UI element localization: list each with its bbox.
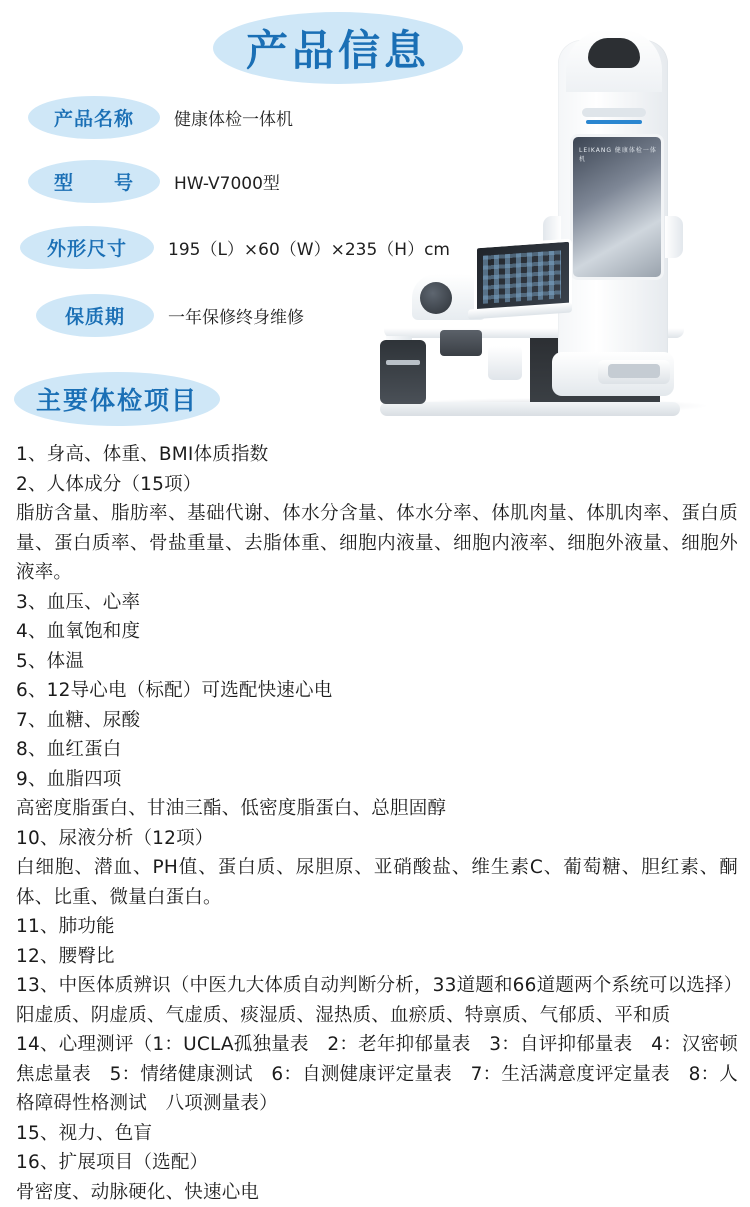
printer-paper-slot <box>386 360 420 365</box>
tower-accent-strip <box>582 108 646 117</box>
spec-label-model: 型 号 <box>28 160 160 203</box>
list-item: 高密度脂蛋白、甘油三酯、低密度脂蛋白、总胆固醇 <box>16 794 738 824</box>
spec-row-model <box>28 160 280 203</box>
list-item: 3、血压、心率 <box>16 588 738 618</box>
page-title: 产品信息 <box>246 18 430 78</box>
spec-value-model: HW-V7000型 <box>174 169 280 194</box>
tower-blue-led <box>586 120 642 124</box>
list-item: 脂肪含量、脂肪率、基础代谢、体水分含量、体水分率、体肌肉量、体肌肉率、蛋白质量、蛋白质率、骨盐重量、去脂体重、细胞内液量、细胞内液率、细胞外液量、细胞外液率。 <box>16 499 738 588</box>
list-item: 15、视力、色盲 <box>16 1119 738 1149</box>
list-item: 13、中医体质辨识（中医九大体质自动判断分析，33道题和66道题两个系统可以选择） <box>16 971 738 1001</box>
section-header-label: 主要体检项目 <box>36 386 198 415</box>
spec-label-product-name: 产品名称 <box>28 96 160 139</box>
list-item: 2、人体成分（15项） <box>16 470 738 500</box>
list-item: 14、心理测评（1：UCLA孤独量表 2：老年抑郁量表 3：自评抑郁量表 4：汉密顿焦虑量表 5：情绪健康测试 6：自测健康评定量表 7：生活满意度评定量表 8：人格障碍性格测试 八项测量表） <box>16 1030 738 1119</box>
spec-label-warranty: 保质期 <box>36 294 154 337</box>
list-item: 7、血糖、尿酸 <box>16 706 738 736</box>
spec-value-warranty: 一年保修终身维修 <box>168 303 304 328</box>
list-item: 白细胞、潜血、PH值、蛋白质、尿胆原、亚硝酸盐、维生素C、葡萄糖、胆红素、酮体、比重、微量白蛋白。 <box>16 853 738 912</box>
exam-items-list <box>16 440 738 1207</box>
list-item: 9、血脂四项 <box>16 765 738 795</box>
list-item: 16、扩展项目（选配） <box>16 1148 738 1178</box>
spec-row-product-name <box>28 96 293 139</box>
list-item: 10、尿液分析（12项） <box>16 824 738 854</box>
cuff-arm-opening <box>420 282 452 314</box>
spec-label-dimensions: 外形尺寸 <box>20 226 154 269</box>
list-item: 1、身高、体重、BMI体质指数 <box>16 440 738 470</box>
footrest-pad <box>608 364 660 378</box>
list-item: 阳虚质、阴虚质、气虚质、痰湿质、湿热质、血瘀质、特禀质、气郁质、平和质 <box>16 1001 738 1031</box>
product-photo <box>360 30 750 440</box>
spec-row-warranty <box>36 294 304 337</box>
list-item: 6、12导心电（标配）可选配快速心电 <box>16 676 738 706</box>
list-item: 4、血氧饱和度 <box>16 617 738 647</box>
kiosk-display-brand: LEIKANG 健康体检一体机 <box>579 145 661 163</box>
grip-handle-right <box>665 216 683 258</box>
device-module-light <box>488 346 522 380</box>
desk-base <box>380 402 680 416</box>
list-item: 骨密度、动脉硬化、快速心电 <box>16 1178 738 1207</box>
spec-value-product-name: 健康体检一体机 <box>174 105 293 130</box>
printer-unit <box>380 340 426 404</box>
section-header-exam-items <box>14 372 220 426</box>
height-sensor-icon <box>588 38 640 68</box>
kiosk-display <box>570 134 664 280</box>
spec-value-dimensions: 195（L）×60（W）×235（H）cm <box>168 235 450 260</box>
list-item: 8、血红蛋白 <box>16 735 738 765</box>
list-item: 5、体温 <box>16 647 738 677</box>
list-item: 11、肺功能 <box>16 912 738 942</box>
laptop-screen-content <box>483 250 561 303</box>
list-item: 12、腰臀比 <box>16 942 738 972</box>
device-module-dark <box>440 330 482 356</box>
